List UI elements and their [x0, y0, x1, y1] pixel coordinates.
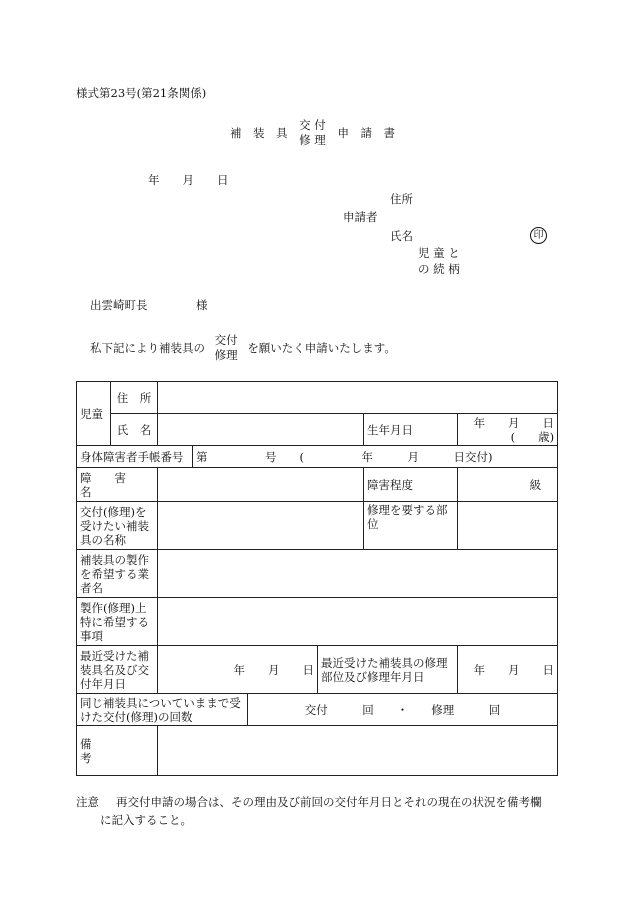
disability-name-label: 障 害 名 — [77, 468, 158, 502]
note-line2: に記入すること。 — [100, 813, 192, 827]
relation-line2: の 続 柄 — [418, 262, 460, 276]
title-option-repair: 修 理 — [299, 133, 326, 147]
relation-line1: 児 童 と — [418, 246, 460, 260]
title-options — [299, 118, 326, 148]
table-row — [77, 694, 558, 726]
remarks-label: 備 考 — [77, 726, 158, 776]
special-request-label: 製作(修理)上特に希望する事項 — [77, 598, 158, 646]
handbook-label: 身体障害者手帳番号 — [77, 446, 193, 468]
table-row — [77, 726, 558, 776]
table-row — [77, 502, 558, 550]
recent-repair-date-field[interactable]: 年 月 日 — [458, 646, 558, 694]
request-option-repair: 修理 — [214, 348, 238, 362]
date-line: 年 月 日 — [148, 173, 229, 187]
special-request-field[interactable] — [158, 598, 558, 646]
addressee-name: 出雲崎町長 — [90, 298, 148, 312]
recent-repair-label: 最近受けた補装具の修理部位及び修理年月日 — [318, 646, 458, 694]
table-row — [77, 414, 558, 446]
application-table — [76, 381, 558, 776]
title-part2: 申 請 書 — [337, 126, 395, 140]
birth-date-value: 年 月 日 — [473, 415, 555, 430]
child-name-field[interactable] — [158, 414, 364, 446]
request-suffix: を願いたく申請いたします。 — [247, 341, 396, 355]
handbook-field[interactable]: 第 号 ( 年 月 日交付) — [193, 446, 558, 468]
child-address-field[interactable] — [158, 382, 558, 414]
count-label: 同じ補装具についていままで受けた交付(修理)の回数 — [77, 694, 248, 726]
title-part1: 補 装 具 — [230, 126, 288, 140]
repair-part-field[interactable] — [458, 502, 558, 550]
child-address-label: 住 所 — [111, 382, 158, 414]
request-option-issue: 交付 — [214, 333, 238, 347]
birth-date-label: 生年月日 — [364, 414, 458, 446]
table-row — [77, 468, 558, 502]
request-options — [215, 333, 238, 363]
seal-icon: 印 — [530, 227, 547, 244]
note-line1: 再交付申請の場合は、その理由及び前回の交付年月日とそれの現在の状況を備考欄 — [116, 795, 542, 809]
request-sentence — [90, 333, 396, 363]
disability-grade-label: 障害程度 — [364, 468, 458, 502]
maker-label: 補装具の製作を希望する業者名 — [77, 550, 158, 598]
maker-field[interactable] — [158, 550, 558, 598]
request-prefix: 私下記により補装具の — [90, 341, 205, 355]
applicant-label: 申請者 — [343, 210, 378, 224]
table-row — [77, 382, 558, 414]
form-id: 様式第23号(第21条関係) — [76, 86, 207, 100]
child-name-label: 氏 名 — [111, 414, 158, 446]
remarks-field[interactable] — [158, 726, 558, 776]
title-option-issue: 交 付 — [299, 118, 326, 132]
age-value: ( 歳) — [510, 429, 555, 444]
device-name-label: 交付(修理)を受けたい補装具の名称 — [77, 502, 158, 550]
disability-grade-field[interactable]: 級 — [458, 468, 558, 502]
count-field[interactable]: 交付 回 ・ 修理 回 — [248, 694, 558, 726]
device-name-field[interactable] — [158, 502, 364, 550]
recent-device-date-field[interactable]: 年 月 日 — [158, 646, 318, 694]
address-label: 住所 — [390, 192, 413, 206]
table-row — [77, 446, 558, 468]
addressee-honorific: 様 — [196, 298, 208, 312]
note-label: 注意 — [76, 795, 99, 809]
name-label: 氏名 — [390, 229, 413, 243]
birth-date-field[interactable] — [458, 414, 558, 446]
page-title — [230, 118, 395, 148]
table-row — [77, 598, 558, 646]
disability-name-field[interactable] — [158, 468, 364, 502]
child-label: 児童 — [77, 382, 111, 446]
table-row — [77, 646, 558, 694]
repair-part-label: 修理を要する部位 — [364, 502, 458, 550]
table-row — [77, 550, 558, 598]
recent-device-label: 最近受けた補装具名及び交付年月日 — [77, 646, 158, 694]
